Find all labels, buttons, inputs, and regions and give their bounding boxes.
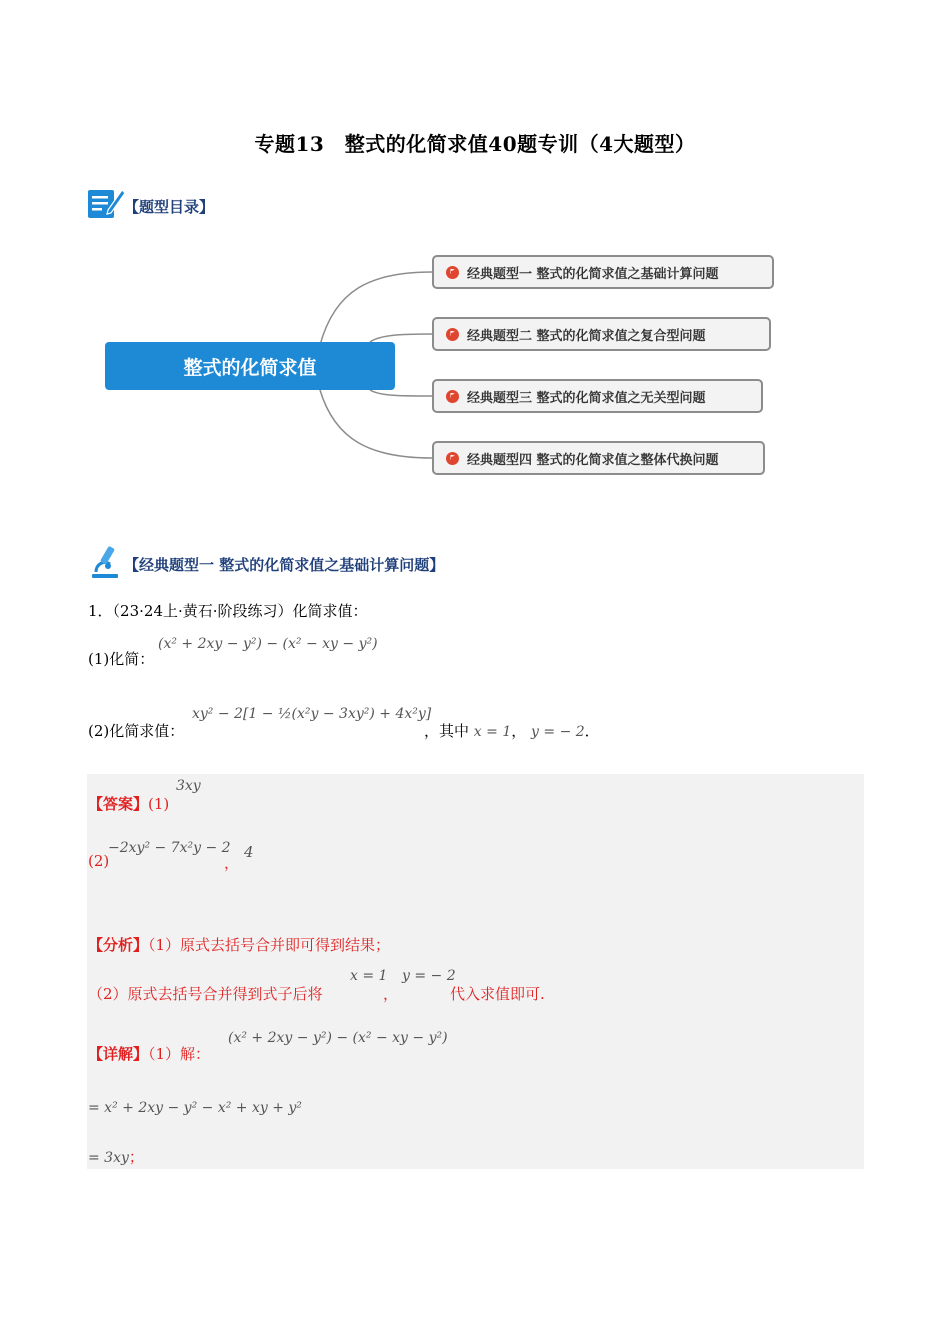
detail-line xyxy=(88,1043,210,1064)
mindmap-branch-label: 经典题型一 整式的化简求值之基础计算问题 xyxy=(467,266,719,282)
detail-step2 xyxy=(88,1146,144,1167)
detail-expression: (x² + 2xy − y²) − (x² − xy − y²) xyxy=(228,1030,448,1046)
flag-icon xyxy=(446,328,459,341)
flag-icon xyxy=(446,266,459,279)
mindmap-root-node: 整式的化简求值 xyxy=(105,342,395,390)
question-part2-condition xyxy=(424,720,600,741)
question-number: 1． xyxy=(88,602,113,620)
detail-step2-expr: = 3xy xyxy=(88,1150,129,1166)
page-title: 专题13 整式的化简求值40题专训（4大题型） xyxy=(254,132,696,156)
question-part2-expression: xy² − 2[1 − ½(x²y − 3xy²) + 4x²y] xyxy=(192,706,432,722)
question-part1-label: (1)化简： xyxy=(88,650,155,668)
answer-line1 xyxy=(88,793,169,814)
analysis-separator: ， xyxy=(383,985,399,1003)
condition-x: x = 1 xyxy=(473,724,512,740)
question-source: （23·24上·黄石·阶段练习）化简求值： xyxy=(112,602,368,620)
mindmap-branch-1 xyxy=(432,255,774,289)
mindmap-branch-4 xyxy=(432,441,765,475)
mindmap-branch-label: 经典题型三 整式的化简求值之无关型问题 xyxy=(467,390,706,406)
analysis-tag: 【分析】 xyxy=(88,936,149,954)
detail-tag: 【详解】 xyxy=(88,1045,149,1063)
analysis-x-value: x = 1 xyxy=(350,968,388,984)
question-part1-expression: (x² + 2xy − y²) − (x² − xy − y²) xyxy=(158,636,378,652)
answer-part2-value: −2xy² − 7x²y − 2 xyxy=(108,840,231,856)
answer-part2-separator: ， xyxy=(224,854,240,872)
microscope-icon xyxy=(86,542,124,580)
analysis-text-1: （1）原式去括号合并即可得到结果； xyxy=(148,936,391,954)
condition-prefix: ，其中 xyxy=(424,722,470,740)
analysis-line2-end: 代入求值即可. xyxy=(450,985,545,1003)
detail-step1: = x² + 2xy − y² − x² + xy + y² xyxy=(88,1100,302,1116)
answer-tag: 【答案】 xyxy=(88,795,149,813)
detail-intro: （1）解： xyxy=(148,1045,211,1063)
flag-icon xyxy=(446,452,459,465)
analysis-y-value: y = − 2 xyxy=(402,968,456,984)
analysis-line1 xyxy=(88,934,390,955)
answer-part1-label: (1) xyxy=(148,795,170,813)
answer-part1-value: 3xy xyxy=(176,778,201,794)
condition-separator: ， xyxy=(511,722,527,740)
analysis-line2: （2）原式去括号合并得到式子后将 xyxy=(88,985,323,1003)
mindmap-branch-label: 经典题型二 整式的化简求值之复合型问题 xyxy=(467,328,706,344)
detail-step2-end: ； xyxy=(128,1148,144,1166)
mindmap-branch-label: 经典题型四 整式的化简求值之整体代换问题 xyxy=(467,452,719,468)
question-header xyxy=(88,600,368,621)
section-heading: 【经典题型一 整式的化简求值之基础计算问题】 xyxy=(124,556,445,574)
mindmap-branch-2 xyxy=(432,317,771,351)
flag-icon xyxy=(446,390,459,403)
answer-part2-number: 4 xyxy=(244,843,254,861)
mindmap-branch-3 xyxy=(432,379,763,413)
condition-y: y = − 2 xyxy=(531,724,585,740)
catalog-heading: 【题型目录】 xyxy=(124,198,215,216)
condition-end: ． xyxy=(584,722,600,740)
question-part2-label: (2)化简求值： xyxy=(88,722,185,740)
answer-part2-label: (2) xyxy=(88,852,110,870)
